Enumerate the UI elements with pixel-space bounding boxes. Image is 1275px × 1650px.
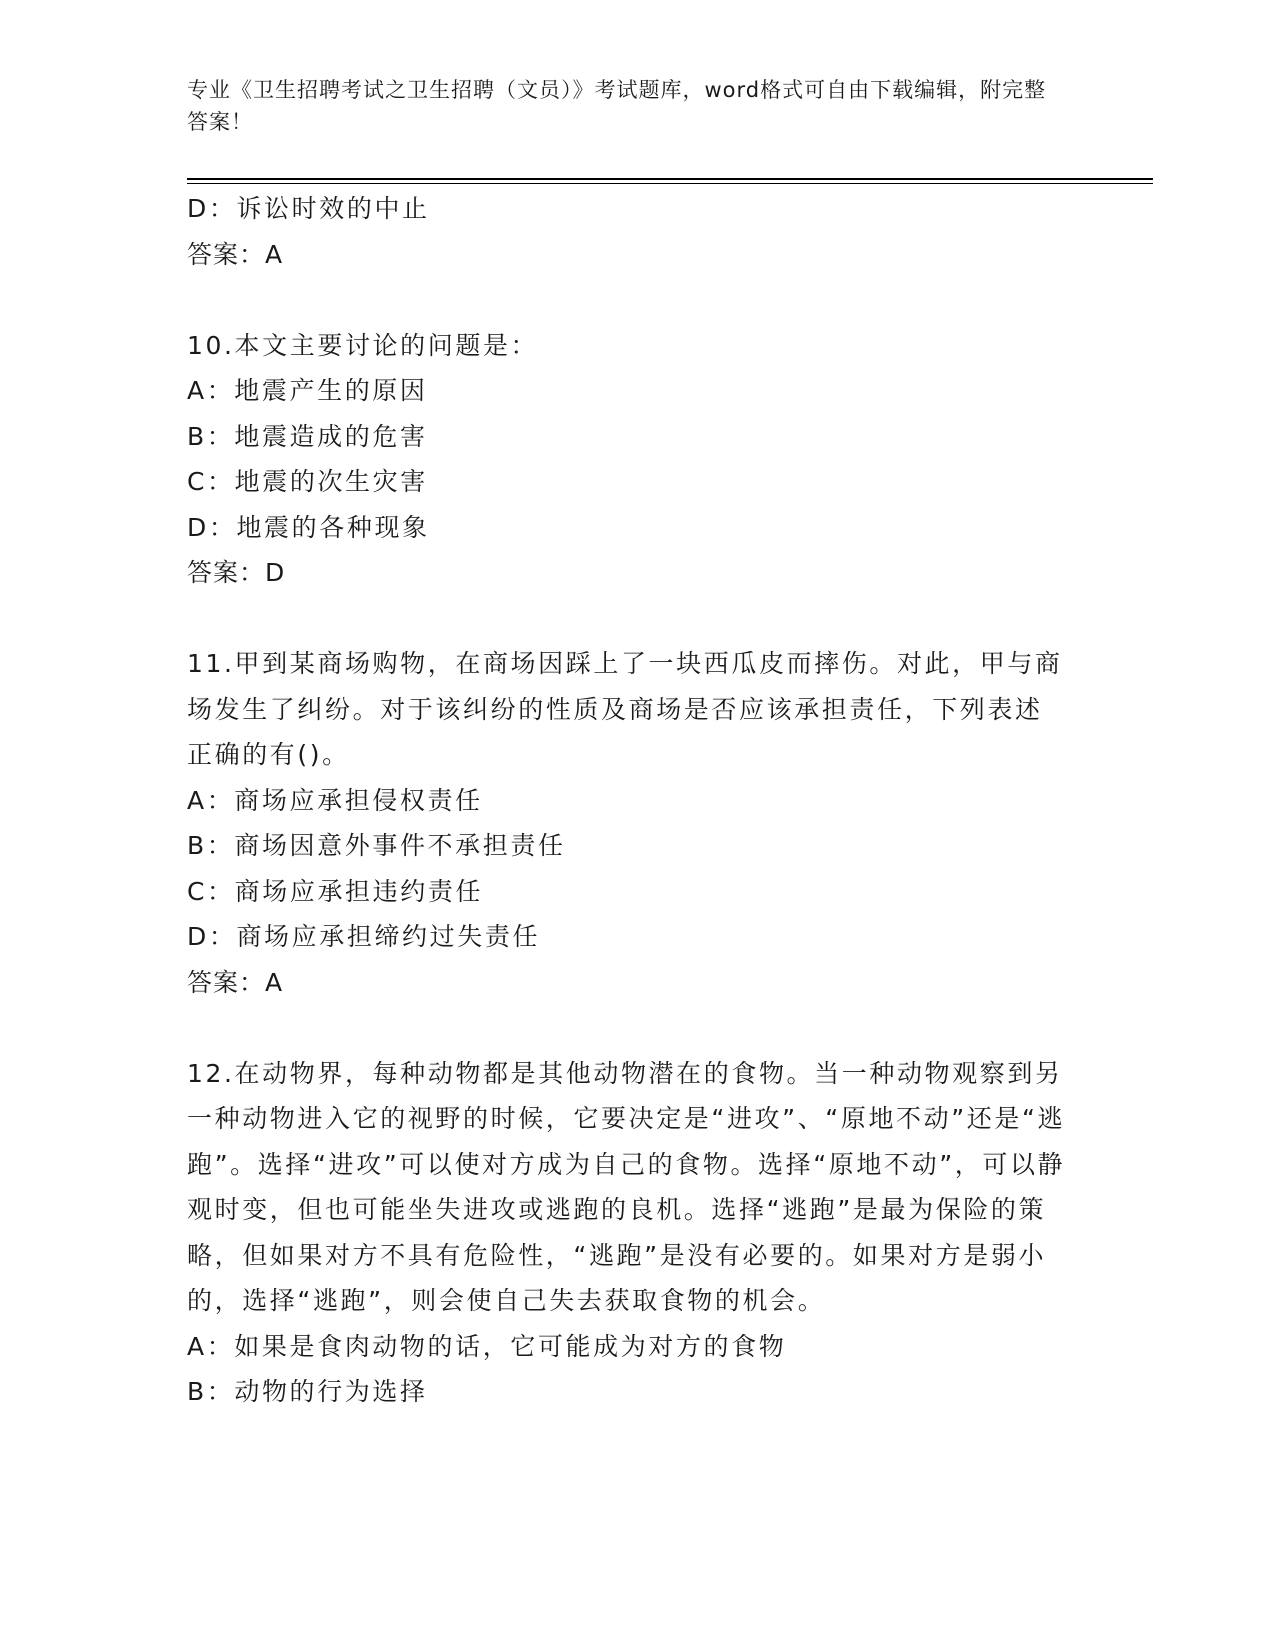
document-header: 专业《卫生招聘考试之卫生招聘（文员）》考试题库，word格式可自由下载编辑，附完整答案！ xyxy=(187,78,1047,134)
question-stem: 12.在动物界，每种动物都是其他动物潜在的食物。当一种动物观察到另一种动物进入它的视野的时候，它要决定是“进攻”、“原地不动”还是“逃跑”。选择“进攻”可以使对方成为自己的食物。选择“原地不动”，可以静观时变，但也可能坐失进攻或逃跑的良机。选择“逃跑”是最为保险的策略，但如果对方不具有危险性，“逃跑”是没有必要的。如果对方是弱小的，选择“逃跑”，则会使自己失去获取食物的机会。 xyxy=(187,1058,1066,1315)
option-b: B：地震造成的危害 xyxy=(187,421,428,451)
answer: 答案：D xyxy=(187,558,286,587)
option-a: A：商场应承担侵权责任 xyxy=(187,785,483,815)
question-stem: 11.甲到某商场购物，在商场因踩上了一块西瓜皮而摔伤。对此，甲与商场发生了纠纷。对于该纠纷的性质及商场是否应该承担责任，下列表述正确的有()。 xyxy=(187,649,1063,769)
question-11 xyxy=(187,641,1077,1005)
header-rule-thin xyxy=(187,183,1153,184)
question-stem: 10.本文主要讨论的问题是： xyxy=(187,330,539,360)
option-d: D：诉讼时效的中止 xyxy=(187,194,430,223)
question-list xyxy=(187,186,1077,1415)
option-b: B：商场因意外事件不承担责任 xyxy=(187,831,566,860)
answer: 答案：A xyxy=(187,967,284,997)
answer: 答案：A xyxy=(187,239,284,269)
option-d: D：地震的各种现象 xyxy=(187,512,430,542)
question-10 xyxy=(187,323,1077,596)
option-b: B：动物的行为选择 xyxy=(187,1377,428,1406)
option-a: A：如果是食肉动物的话，它可能成为对方的食物 xyxy=(187,1331,787,1361)
option-a: A：地震产生的原因 xyxy=(187,376,428,405)
question-12 xyxy=(187,1051,1077,1415)
header-rule-thick xyxy=(187,178,1153,180)
option-d: D：商场应承担缔约过失责任 xyxy=(187,922,541,951)
option-c: C：地震的次生灾害 xyxy=(187,467,428,496)
option-c: C：商场应承担违约责任 xyxy=(187,876,484,906)
